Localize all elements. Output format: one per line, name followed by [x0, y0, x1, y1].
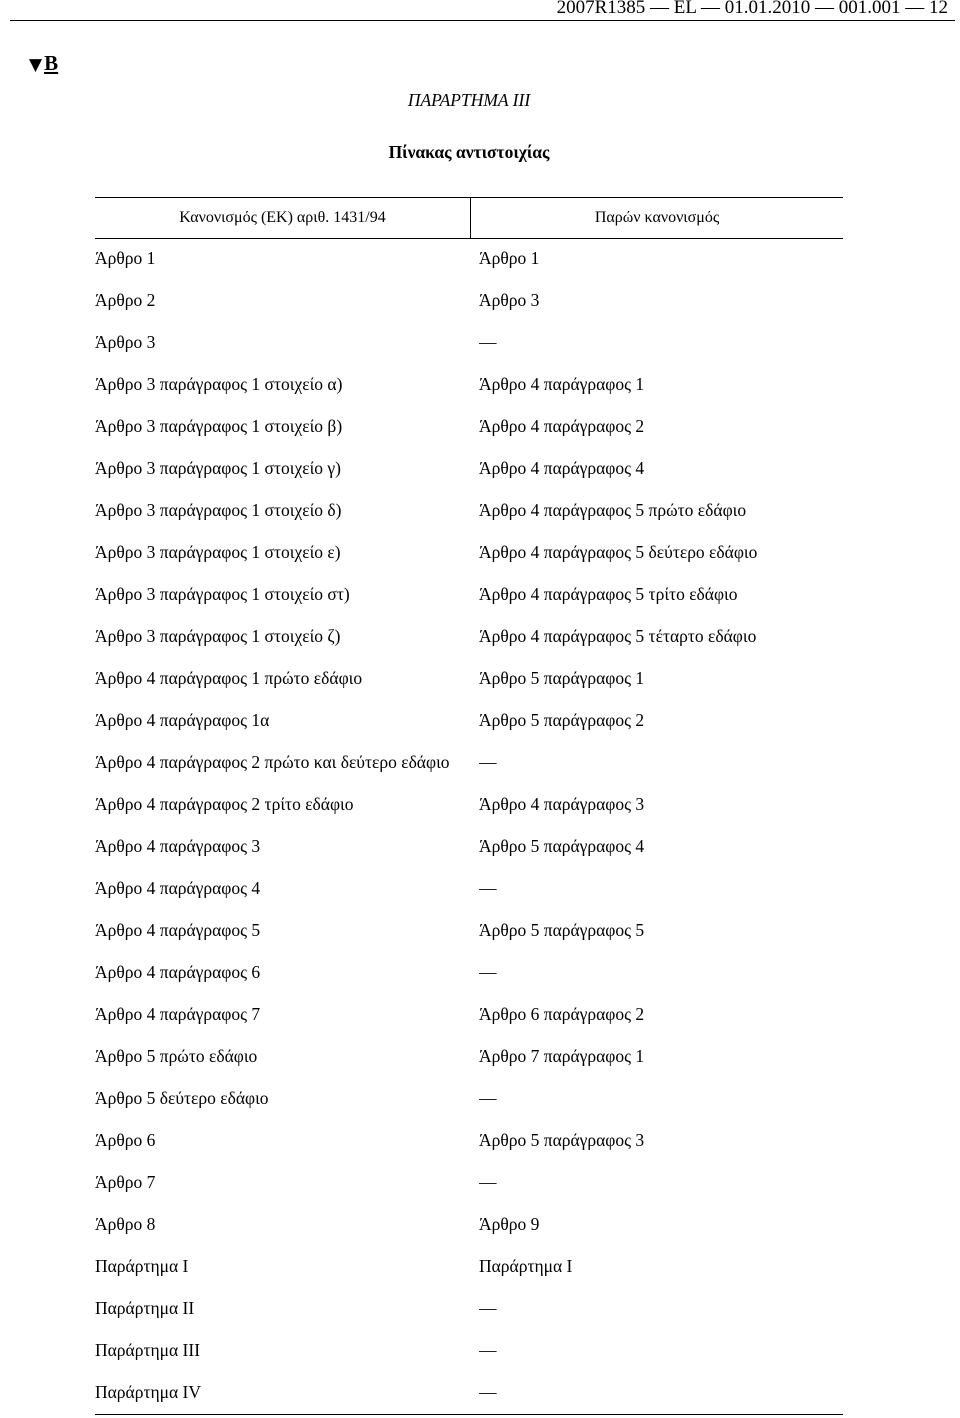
table-row: [95, 1287, 843, 1329]
table-row: [95, 1035, 843, 1077]
old-provision-cell: Άρθρο 5 δεύτερο εδάφιο: [95, 1088, 269, 1108]
old-provision-cell: Άρθρο 4 παράγραφος 3: [95, 836, 261, 856]
table-row: [95, 279, 843, 321]
table-row: [95, 993, 843, 1035]
new-provision-cell: Άρθρο 3: [479, 290, 540, 310]
new-provision-cell: Άρθρο 4 παράγραφος 3: [479, 794, 645, 814]
table-row: [95, 573, 843, 615]
old-provision-cell: Άρθρο 4 παράγραφος 2 τρίτο εδάφιο: [95, 794, 354, 814]
new-provision-cell: —: [479, 1340, 497, 1360]
new-provision-cell: —: [479, 1172, 497, 1192]
old-provision-cell: Άρθρο 4 παράγραφος 2 πρώτο και δεύτερο εδάφιο: [95, 752, 450, 772]
new-provision-cell: Παράρτημα I: [479, 1256, 573, 1276]
table-row: [95, 657, 843, 699]
new-provision-cell: Άρθρο 1: [479, 248, 540, 268]
new-provision-cell: —: [479, 1382, 497, 1402]
new-provision-cell: Άρθρο 4 παράγραφος 2: [479, 416, 645, 436]
annex-subtitle: Πίνακας αντιστοιχίας: [388, 142, 550, 162]
new-provision-cell: Άρθρο 4 παράγραφος 5 πρώτο εδάφιο: [479, 500, 747, 520]
table-row: [95, 1161, 843, 1203]
table-row: [95, 531, 843, 573]
old-provision-cell: Άρθρο 7: [95, 1172, 156, 1192]
new-provision-cell: Άρθρο 4 παράγραφος 1: [479, 374, 645, 394]
amendment-marker: [29, 51, 58, 77]
table-row: [95, 405, 843, 447]
table-row: [95, 237, 843, 279]
table-row: [95, 741, 843, 783]
old-provision-cell: Άρθρο 2: [95, 290, 156, 310]
new-provision-cell: Άρθρο 9: [479, 1214, 540, 1234]
old-provision-cell: Άρθρο 4 παράγραφος 7: [95, 1004, 261, 1024]
table-row: [95, 321, 843, 363]
old-provision-cell: Άρθρο 1: [95, 248, 156, 268]
old-provision-cell: Άρθρο 3 παράγραφος 1 στοιχείο στ): [95, 584, 350, 604]
table-row: [95, 363, 843, 405]
old-provision-cell: Παράρτημα II: [95, 1298, 195, 1318]
old-provision-cell: Άρθρο 3 παράγραφος 1 στοιχείο δ): [95, 500, 342, 520]
old-provision-cell: Άρθρο 4 παράγραφος 1 πρώτο εδάφιο: [95, 668, 363, 688]
old-provision-cell: Άρθρο 4 παράγραφος 1α: [95, 710, 270, 730]
old-provision-cell: Άρθρο 5 πρώτο εδάφιο: [95, 1046, 258, 1066]
annex-title: ΠΑΡΑΡΤΗΜΑ III: [407, 90, 531, 110]
new-provision-cell: —: [479, 878, 497, 898]
table-row: [95, 615, 843, 657]
new-provision-cell: Άρθρο 5 παράγραφος 3: [479, 1130, 645, 1150]
new-provision-cell: —: [479, 1298, 497, 1318]
old-provision-cell: Άρθρο 4 παράγραφος 6: [95, 962, 261, 982]
table-row: [95, 951, 843, 993]
document-reference-header: 2007R1385 — EL — 01.01.2010 — 001.001 — 12: [556, 0, 948, 18]
new-provision-cell: Άρθρο 4 παράγραφος 5 τρίτο εδάφιο: [479, 584, 738, 604]
table-row: [95, 1371, 843, 1413]
header-rule: [10, 20, 955, 21]
table-row: [95, 699, 843, 741]
table-row: [95, 783, 843, 825]
table-row: [95, 867, 843, 909]
old-provision-cell: Άρθρο 3 παράγραφος 1 στοιχείο ζ): [95, 626, 341, 646]
new-provision-cell: Άρθρο 6 παράγραφος 2: [479, 1004, 645, 1024]
table-row: [95, 1203, 843, 1245]
new-provision-cell: Άρθρο 7 παράγραφος 1: [479, 1046, 645, 1066]
old-provision-cell: Άρθρο 3 παράγραφος 1 στοιχείο α): [95, 374, 343, 394]
table-row: [95, 909, 843, 951]
new-provision-cell: Άρθρο 5 παράγραφος 5: [479, 920, 645, 940]
table-row: [95, 1119, 843, 1161]
old-provision-cell: Παράρτημα I: [95, 1256, 189, 1276]
new-provision-cell: Άρθρο 4 παράγραφος 5 δεύτερο εδάφιο: [479, 542, 758, 562]
table-row: [95, 825, 843, 867]
table-row: [95, 1329, 843, 1371]
column-header-old-regulation: Κανονισμός (ΕΚ) αριθ. 1431/94: [179, 209, 386, 226]
new-provision-cell: —: [479, 962, 497, 982]
new-provision-cell: Άρθρο 5 παράγραφος 4: [479, 836, 645, 856]
old-provision-cell: Παράρτημα III: [95, 1340, 201, 1360]
down-triangle-icon: ▼: [29, 55, 43, 75]
old-provision-cell: Άρθρο 4 παράγραφος 5: [95, 920, 261, 940]
table-bottom-rule: [95, 1414, 843, 1415]
old-provision-cell: Άρθρο 4 παράγραφος 4: [95, 878, 261, 898]
old-provision-cell: Άρθρο 3 παράγραφος 1 στοιχείο γ): [95, 458, 341, 478]
old-provision-cell: Άρθρο 8: [95, 1214, 156, 1234]
new-provision-cell: —: [479, 1088, 497, 1108]
old-provision-cell: Άρθρο 3: [95, 332, 156, 352]
table-row: [95, 1245, 843, 1287]
old-provision-cell: Άρθρο 3 παράγραφος 1 στοιχείο β): [95, 416, 343, 436]
new-provision-cell: Άρθρο 4 παράγραφος 5 τέταρτο εδάφιο: [479, 626, 757, 646]
old-provision-cell: Άρθρο 6: [95, 1130, 156, 1150]
column-header-present-regulation: Παρών κανονισμός: [594, 209, 720, 226]
table-row: [95, 1077, 843, 1119]
table-row: [95, 489, 843, 531]
table-row: [95, 447, 843, 489]
new-provision-cell: —: [479, 752, 497, 772]
new-provision-cell: —: [479, 332, 497, 352]
marker-label[interactable]: B: [44, 51, 59, 75]
new-provision-cell: Άρθρο 4 παράγραφος 4: [479, 458, 645, 478]
new-provision-cell: Άρθρο 5 παράγραφος 1: [479, 668, 645, 688]
new-provision-cell: Άρθρο 5 παράγραφος 2: [479, 710, 645, 730]
old-provision-cell: Άρθρο 3 παράγραφος 1 στοιχείο ε): [95, 542, 341, 562]
old-provision-cell: Παράρτημα IV: [95, 1382, 202, 1402]
correlation-table-body: [95, 237, 843, 1413]
